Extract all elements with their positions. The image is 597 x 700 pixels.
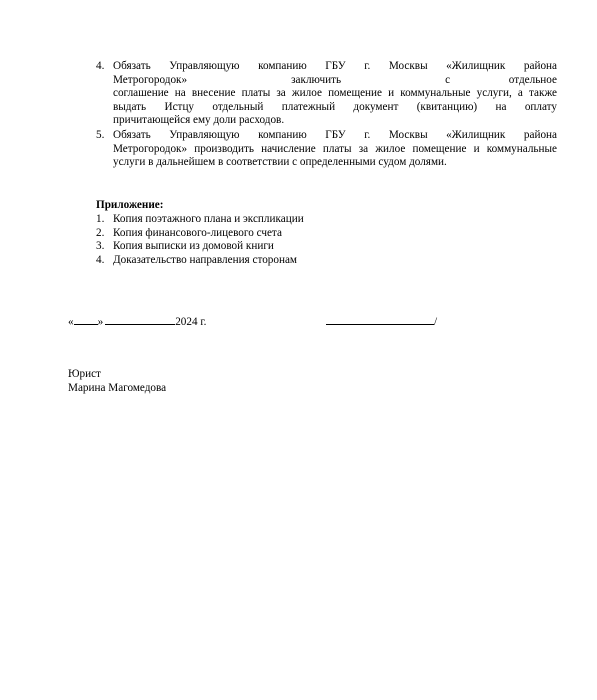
appendix-item-text: Доказательство направления сторонам (113, 254, 298, 267)
list-item-line: выдать Истцу отдельный платежный документ (квитанцию) на оплату (113, 100, 557, 113)
signature-line (326, 313, 437, 330)
list-item-line: Обязать Управляющую компанию ГБУ г. Москвы «Жилищник района (113, 60, 557, 72)
appendix-item-number: 4. (96, 254, 105, 267)
appendix-list (96, 213, 396, 268)
signature-blank (326, 313, 434, 325)
list-item-line: Обязать Управляющую компанию ГБУ г. Москвы «Жилищник района (113, 129, 557, 141)
appendix-item-text: Копия финансового-лицевого счета (113, 226, 282, 239)
list-item-number: 4. (96, 60, 105, 72)
date-close-quote: » (97, 316, 104, 328)
list-item-text: отдельное (508, 73, 557, 86)
appendix-title: Приложение: (96, 199, 164, 211)
list-item-line: причитающейся ему доли расходов. (113, 114, 285, 127)
list-item-line: соглашение на внесение платы за жилое помещение и коммунальные услуги, а также (113, 87, 557, 100)
appendix-item (96, 213, 396, 227)
list-item-line: Метрогородок» производить начисление платы за жилое помещение и коммунальные (113, 142, 557, 155)
list-item-4 (96, 60, 557, 128)
date-line (68, 313, 206, 330)
month-blank (105, 313, 175, 325)
signature-slash: / (434, 316, 438, 328)
signer-role: Юрист (68, 368, 101, 380)
signer-block (68, 368, 166, 395)
appendix-item-number: 1. (96, 213, 105, 225)
appendix-item (96, 254, 396, 268)
appendix-item-text: Копия выписки из домовой книги (113, 240, 274, 253)
day-blank (74, 313, 98, 325)
appendix-item-number: 2. (96, 226, 105, 239)
appendix-item-text: Копия поэтажного плана и экспликации (113, 213, 304, 225)
list-item-line: услуги в дальнейшем в соответствии с определенными судом долями. (113, 156, 447, 169)
list-item-number: 5. (96, 129, 105, 141)
date-year: 2024 г. (175, 316, 207, 328)
appendix-item-number: 3. (96, 240, 105, 253)
signer-name: Марина Магомедова (68, 381, 167, 394)
list-item-text: Метрогородок» заключить с (113, 73, 451, 86)
appendix-item (96, 227, 396, 241)
list-item-line (113, 74, 557, 88)
list-item-5 (96, 129, 557, 170)
date-open-quote: « (68, 316, 74, 328)
appendix-item (96, 240, 396, 254)
